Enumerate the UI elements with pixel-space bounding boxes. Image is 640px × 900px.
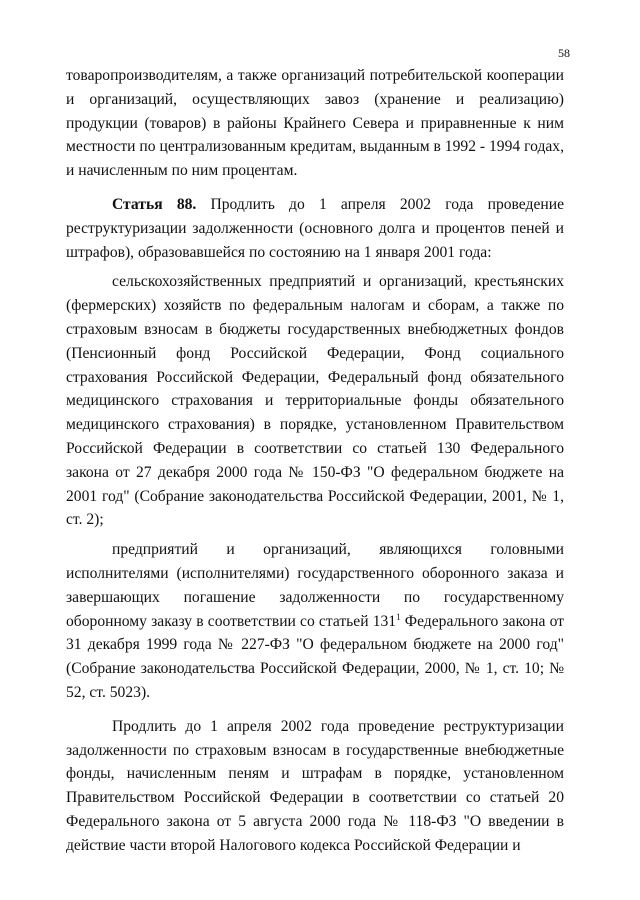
article-88-label: Статья 88. bbox=[112, 195, 197, 213]
list-item-agricultural: сельскохозяйственных предприятий и организаций, крестьянских (фермерских) хозяйств по федеральным налогам и сборам, а также по страховым взносам в бюджеты государственных внебюджетных фондов (Пенсионный фонд Российской Федерации, Фонд социального страхования Российской Федерации, Федеральный фонд обязательного медицинского страхования и территориальные фонды обязательного медицинского страхования) в порядке, установленном Правительством Российской Федерации в соответствии со статьей 130 Федерального закона от 27 декабря 2000 года № 150-ФЗ "О федеральном бюджете на 2001 год" (Собрание законодательства Российской Федерации, 2001, № 1, ст. 2); bbox=[66, 273, 564, 529]
document-body bbox=[66, 64, 564, 858]
article-superscript: 1 bbox=[396, 611, 401, 622]
article-88-text: Продлить до 1 апреля 2002 года проведение реструктуризации задолженности (основного долга и процентов пеней и штрафов), образовавшейся по состоянию на 1 января 2001 года: bbox=[66, 195, 564, 261]
paragraph-extension: Продлить до 1 апреля 2002 года проведение реструктуризации задолженности по страховым взносам в государственные внебюджетные фонды, начисленным пеням и штрафам в порядке, установленном Правительством Российской Федерации в соответствии со статьей 20 Федерального закона от 5 августа 2000 года № 118-ФЗ "О введении в действие части второй Налогового кодекса Российской Федерации и bbox=[66, 717, 564, 854]
article-88-paragraph bbox=[66, 193, 564, 264]
list-item-defense-text-2: Федерального закона от 31 декабря 1999 года № 227-ФЗ "О федеральном бюджете на 2000 год" (Собрание законодательства Российской Федерации, 2000, № 1, ст. 10; № 52, ст. 5023). bbox=[66, 612, 564, 701]
list-item-defense-text-1: предприятий и организаций, являющихся головными исполнителями (исполнителями) государственного оборонного заказа и завершающих погашение задолженности по государственному оборонному заказу в соответствии со статьей 131 bbox=[66, 541, 564, 630]
page-number: 58 bbox=[558, 46, 570, 60]
paragraph-continuation: товаропроизводителям, а также организаций потребительской кооперации и организаций, осуществляющих завоз (хранение и реализацию) продукции (товаров) в районы Крайнего Севера и приравненные к ним местности по централизованным кредитам, выданным в 1992 - 1994 годах, и начисленным по ним процентам. bbox=[66, 67, 564, 180]
list-item-defense bbox=[66, 538, 564, 705]
